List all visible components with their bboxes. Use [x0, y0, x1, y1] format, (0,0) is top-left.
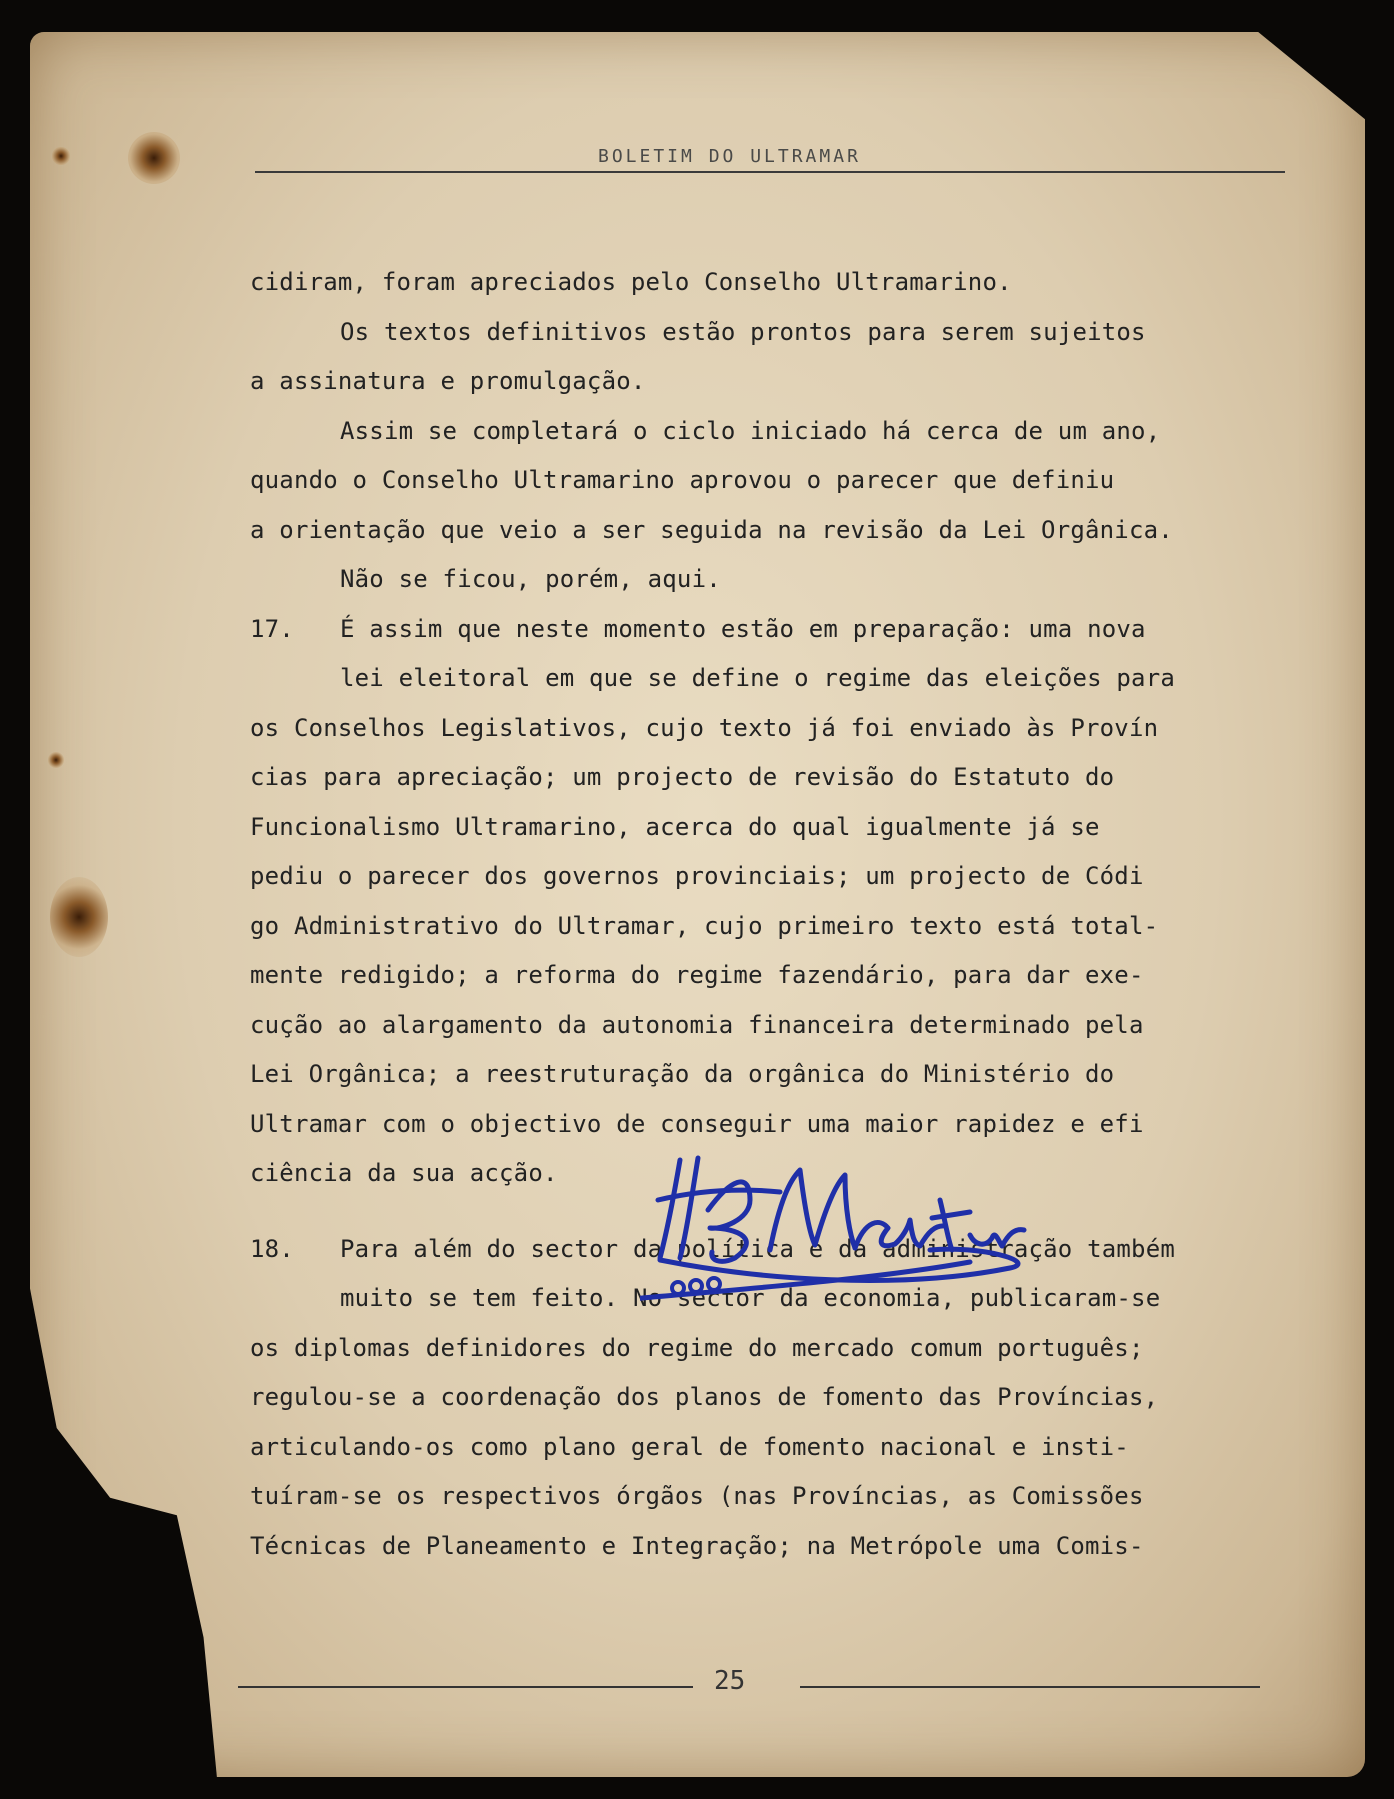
header-title: BOLETIM DO ULTRAMAR: [598, 146, 861, 167]
text-line: a orientação que veio a ser seguida na revisão da Lei Orgânica.: [250, 515, 1173, 544]
text-line: ciência da sua acção.: [250, 1159, 558, 1187]
text-line: Não se ficou, porém, aqui.: [340, 565, 721, 593]
text-line: É assim que neste momento estão em preparação: uma nova: [340, 614, 1146, 643]
text-line: mente redigido; a reforma do regime fazendário, para dar exe-: [250, 961, 1144, 989]
text-line: pediu o parecer dos governos provinciais; um projecto de Códi: [250, 862, 1144, 890]
text-line: Lei Orgânica; a reestruturação da orgânica do Ministério do: [250, 1060, 1115, 1088]
text-line: cidiram, foram apreciados pelo Conselho Ultramarino.: [250, 268, 1012, 296]
text-line: os Conselhos Legislativos, cujo texto já foi enviado às Provín: [250, 713, 1159, 742]
paragraph-number: 17.: [250, 614, 294, 643]
rust-stain: [48, 752, 64, 768]
page-number: 25: [714, 1666, 746, 1696]
paragraph-number: 18.: [250, 1234, 294, 1263]
footer-rule: [800, 1686, 1260, 1688]
text-line: Os textos definitivos estão prontos para serem sujeitos: [340, 317, 1146, 346]
text-line: go Administrativo do Ultramar, cujo primeiro texto está total-: [250, 911, 1159, 940]
rust-stain: [50, 877, 108, 957]
text-line: Funcionalismo Ultramarino, acerca do qual igualmente já se: [250, 812, 1100, 841]
text-line: regulou-se a coordenação dos planos de fomento das Províncias,: [250, 1383, 1159, 1411]
text-line: articulando-os como plano geral de fomento nacional e insti-: [250, 1432, 1129, 1461]
text-line: Ultramar com o objectivo de conseguir uma maior rapidez e efi: [250, 1109, 1144, 1138]
handwritten-signature: [640, 1140, 1080, 1320]
text-line: cias para apreciação; um projecto de revisão do Estatuto do: [250, 763, 1115, 791]
text-line: cução ao alargamento da autonomia financeira determinado pela: [250, 1010, 1144, 1039]
text-line: Técnicas de Planeamento e Integração; na Metrópole uma Comis-: [250, 1531, 1144, 1560]
text-line: Assim se completará o ciclo iniciado há cerca de um ano,: [340, 416, 1161, 445]
rust-stain: [52, 147, 70, 165]
text-line: a assinatura e promulgação.: [250, 367, 646, 395]
header-rule: [255, 171, 1285, 173]
text-line: os diplomas definidores do regime do mercado comum português;: [250, 1333, 1144, 1362]
text-line: muito se tem feito. No sector da economia, publicaram-se: [340, 1284, 1161, 1312]
document-body: [250, 258, 1310, 1571]
numbered-paragraph-17: [250, 605, 1310, 655]
text-line: quando o Conselho Ultramarino aprovou o parecer que definiu: [250, 466, 1115, 494]
text-line: Para além do sector da política e da administração também: [340, 1234, 1176, 1263]
rust-stain: [128, 132, 180, 184]
text-line: tuíram-se os respectivos órgãos (nas Províncias, as Comissões: [250, 1482, 1144, 1510]
footer-rule: [238, 1686, 693, 1688]
text-line: lei eleitoral em que se define o regime das eleições para: [340, 664, 1176, 692]
